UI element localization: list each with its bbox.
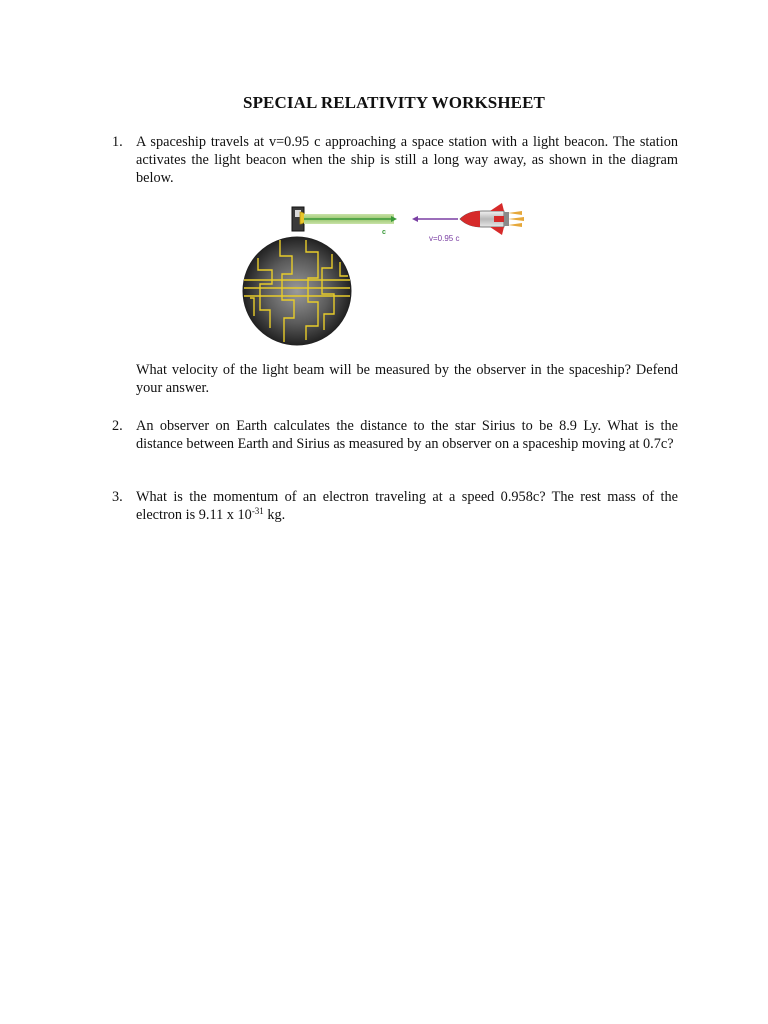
question-2 — [112, 417, 678, 453]
question-number: 2. — [112, 418, 123, 434]
question-3 — [112, 488, 678, 524]
space-station-diagram — [236, 198, 536, 348]
ship-velocity-arrow — [412, 216, 458, 222]
question-number: 1. — [112, 134, 123, 150]
question-text-main: What is the momentum of an electron traveling at a speed 0.958c? The rest mass of the electron is 9.11 x 10 — [136, 489, 678, 523]
light-speed-label: c — [382, 229, 386, 236]
question-text: A spaceship travels at v=0.95 c approaching a space station with a light beacon. The station activates the light beacon when the ship is still a long way away, as shown in the diagram below. — [136, 134, 678, 186]
space-station-sphere — [243, 237, 351, 345]
ship-velocity-label: v=0.95 c — [429, 234, 460, 243]
exponent: -31 — [251, 506, 264, 516]
worksheet-title: SPECIAL RELATIVITY WORKSHEET — [243, 93, 545, 112]
question-text: An observer on Earth calculates the distance to the star Sirius to be 8.9 Ly. What is the distance between Earth and Sirius as measured by an observer on a spaceship moving at 0.7c? — [136, 418, 678, 452]
question-number: 3. — [112, 489, 123, 505]
diagram-svg — [236, 198, 536, 348]
question-1 — [112, 133, 678, 187]
question-text-unit: kg. — [263, 507, 286, 523]
rocket-ship-icon — [460, 203, 524, 235]
question-text — [136, 488, 678, 524]
question-1-followup: What velocity of the light beam will be measured by the observer in the spaceship? Defend your answer. — [136, 362, 678, 396]
